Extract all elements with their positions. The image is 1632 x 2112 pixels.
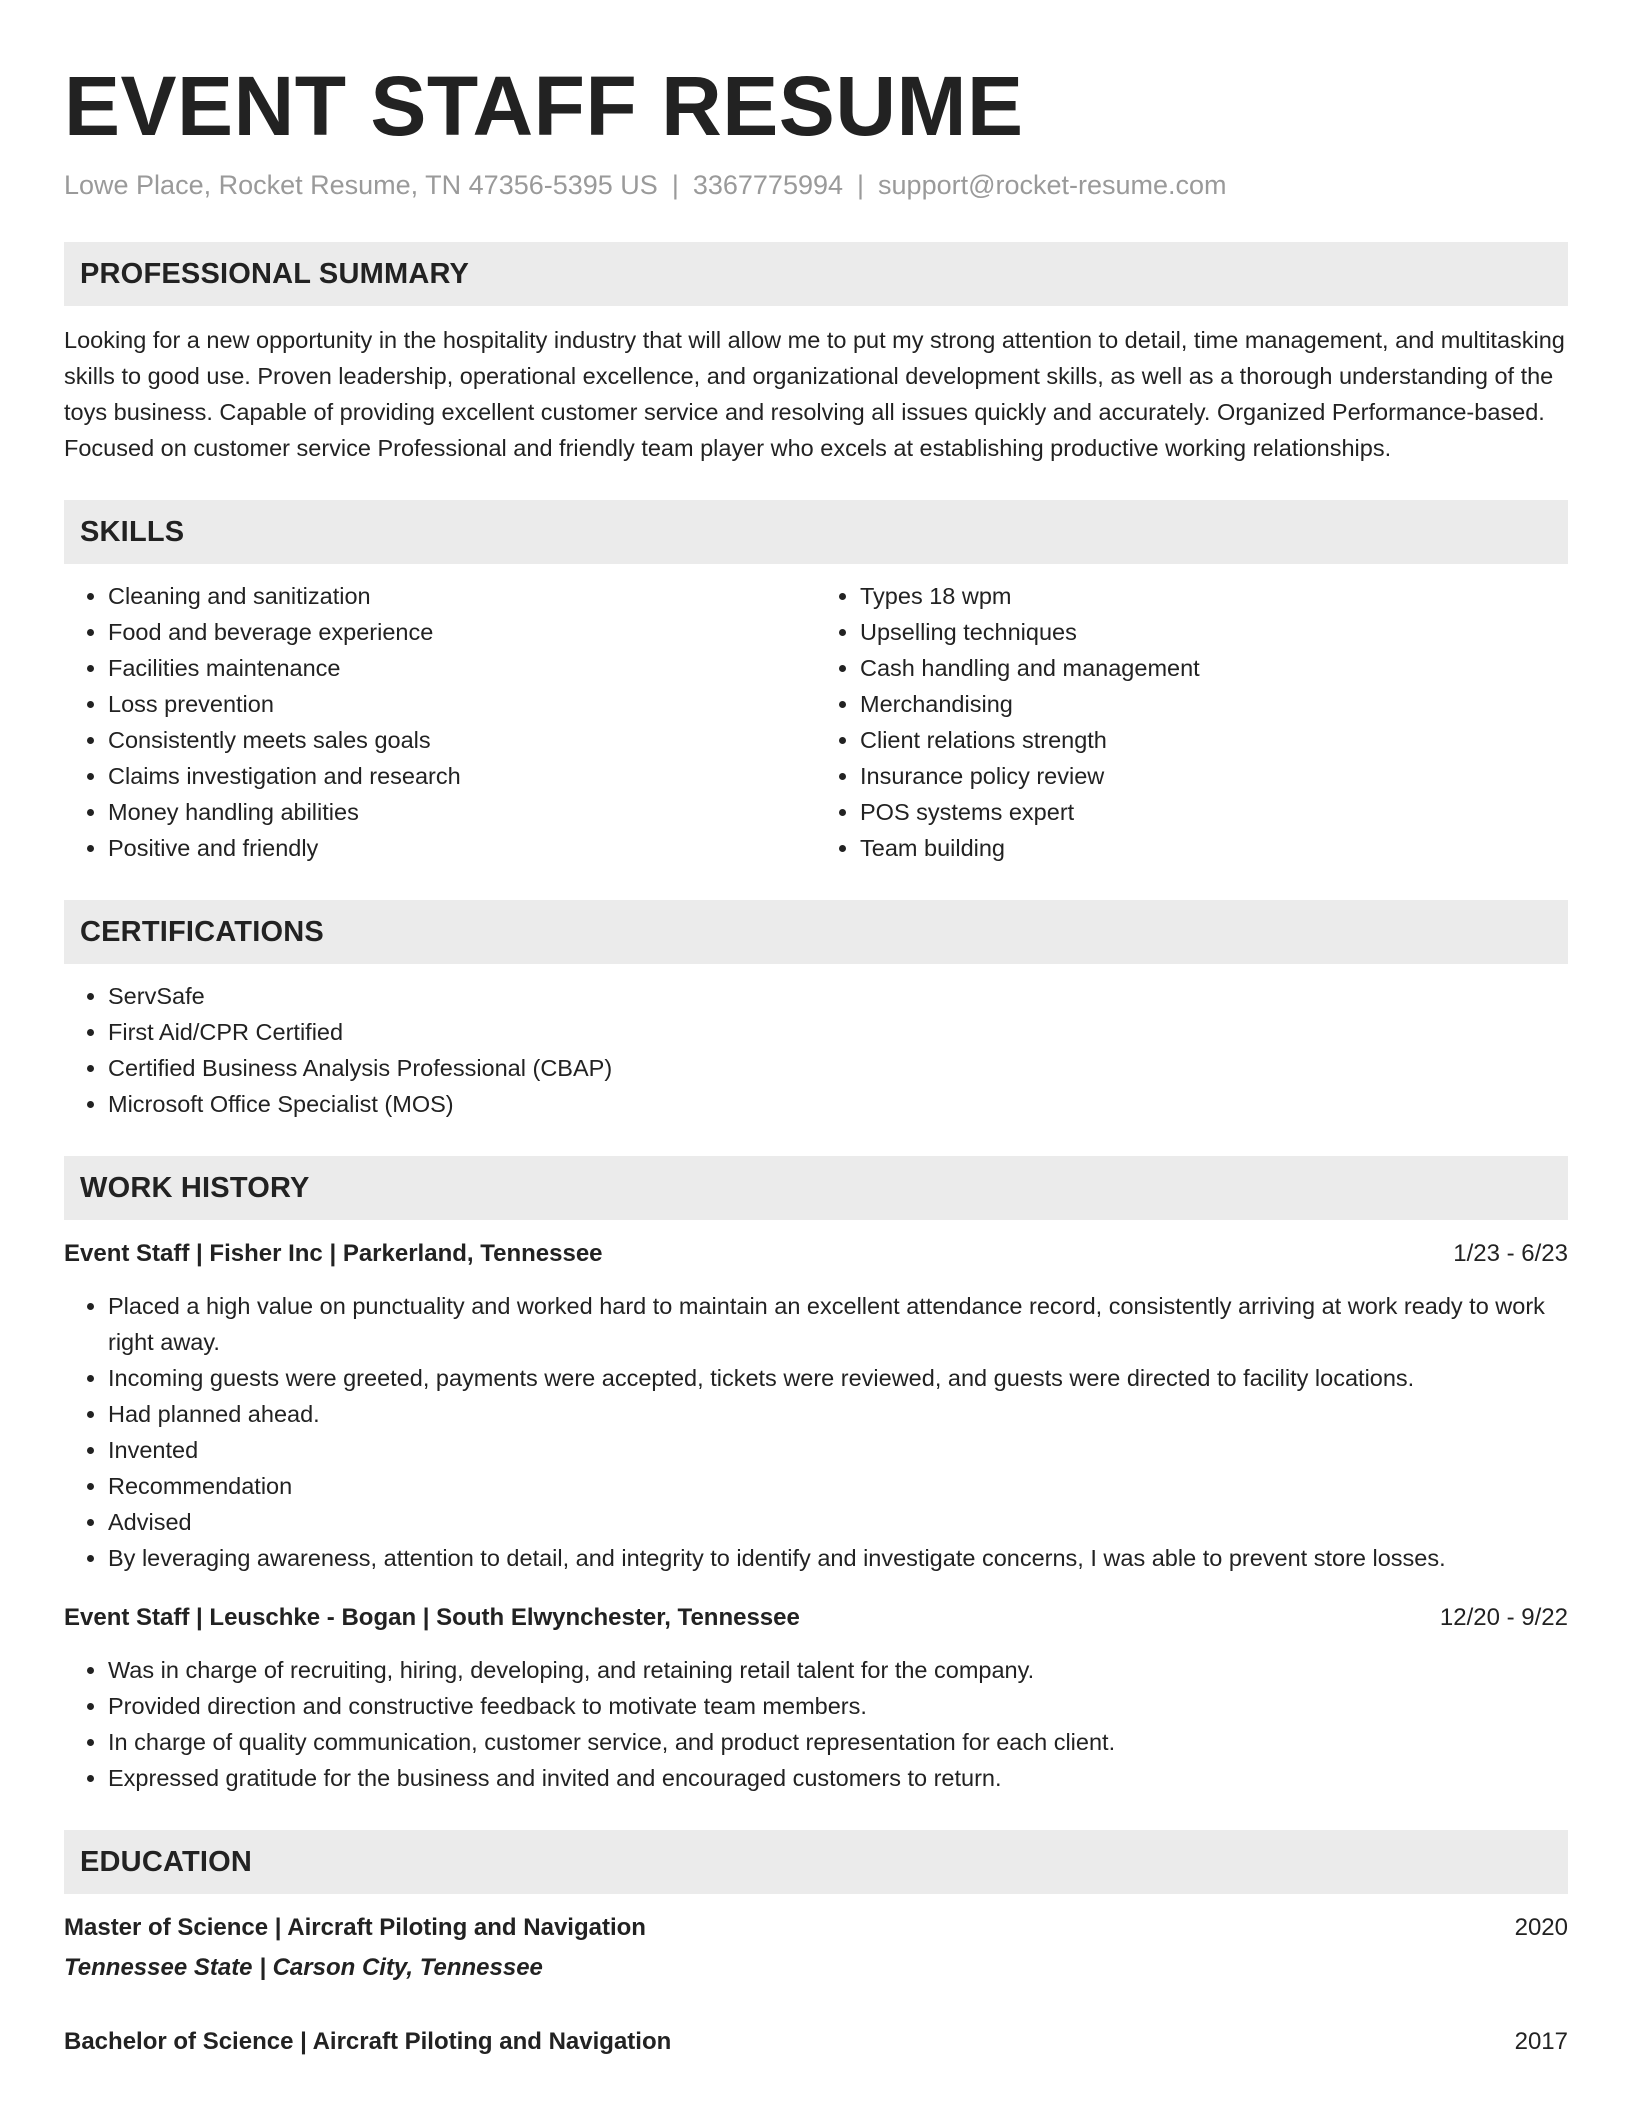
- skill-item: • Positive and friendly: [108, 830, 816, 866]
- contact-separator: |: [671, 170, 679, 200]
- job-bullet: • Had planned ahead.: [108, 1396, 1568, 1432]
- work-heading: WORK HISTORY: [64, 1156, 1568, 1220]
- certifications-section: [64, 900, 1568, 1122]
- job-bullet: • Incoming guests were greeted, payments were accepted, tickets were reviewed, and guests were directed to facility locations.: [108, 1360, 1568, 1396]
- skill-item: • Claims investigation and research: [108, 758, 816, 794]
- skill-item: • Insurance policy review: [860, 758, 1568, 794]
- skill-item: • Team building: [860, 830, 1568, 866]
- summary-section: [64, 242, 1568, 466]
- summary-heading: PROFESSIONAL SUMMARY: [64, 242, 1568, 306]
- education-entry-header: [64, 1910, 1568, 1946]
- skill-item: • Loss prevention: [108, 686, 816, 722]
- contact-email: support@rocket-resume.com: [878, 170, 1227, 200]
- contact-phone: 3367775994: [692, 170, 844, 200]
- education-heading: EDUCATION: [64, 1830, 1568, 1894]
- job-bullet: • By leveraging awareness, attention to detail, and integrity to identify and investigate concerns, I was able to prevent store losses.: [108, 1540, 1568, 1576]
- education-year: 2017: [1514, 2028, 1568, 2055]
- contact-address: Lowe Place, Rocket Resume, TN 47356-5395 US: [64, 170, 658, 200]
- certification-item: • Microsoft Office Specialist (MOS): [108, 1086, 1568, 1122]
- job-header: [64, 1600, 1568, 1636]
- skills-list-right: [816, 578, 1568, 866]
- work-section: [64, 1156, 1568, 1796]
- skill-item: • Consistently meets sales goals: [108, 722, 816, 758]
- education-school: Tennessee State | Carson City, Tennessee: [64, 1954, 543, 1981]
- job-bullets: [64, 1652, 1568, 1796]
- skill-item: • Cleaning and sanitization: [108, 578, 816, 614]
- certifications-heading: CERTIFICATIONS: [64, 900, 1568, 964]
- job-bullet: • Provided direction and constructive feedback to motivate team members.: [108, 1688, 1568, 1724]
- summary-text: Looking for a new opportunity in the hospitality industry that will allow me to put my strong attention to detail, time management, and multitasking skills to good use. Proven leadership, operational excellence, and organizational development skills, as well as a thorough understanding of the toys business. Capable of providing excellent customer service and resolving all issues quickly and accurately. Organized Performance-based. Focused on customer service Professional and friendly team player who excels at establishing productive working relationships.: [64, 327, 1565, 461]
- skills-section: [64, 500, 1568, 866]
- job-title: Event Staff | Leuschke - Bogan | South Elwynchester, Tennessee: [64, 1604, 800, 1631]
- job-bullet: • Recommendation: [108, 1468, 1568, 1504]
- contact-separator: |: [857, 170, 865, 200]
- job-bullet: • Invented: [108, 1432, 1568, 1468]
- job-bullet: • Advised: [108, 1504, 1568, 1540]
- skills-list-left: [64, 578, 816, 866]
- job-bullet: • Placed a high value on punctuality and worked hard to maintain an excellent attendance record, consistently arriving at work ready to work right away.: [108, 1288, 1568, 1360]
- job-title: Event Staff | Fisher Inc | Parkerland, Tennessee: [64, 1240, 603, 1267]
- skill-item: • Money handling abilities: [108, 794, 816, 830]
- education-year: 2020: [1514, 1914, 1568, 1941]
- resume-title: EVENT STAFF RESUME: [64, 59, 1024, 153]
- education-degree: Master of Science | Aircraft Piloting and Navigation: [64, 1914, 646, 1941]
- education-degree: Bachelor of Science | Aircraft Piloting and Navigation: [64, 2028, 672, 2055]
- skills-grid: [64, 578, 1568, 866]
- certification-item: • First Aid/CPR Certified: [108, 1014, 1568, 1050]
- certification-item: • ServSafe: [108, 978, 1568, 1014]
- job-dates: 1/23 - 6/23: [1453, 1240, 1568, 1267]
- job-bullets: [64, 1288, 1568, 1576]
- education-entry-header: [64, 2024, 1568, 2060]
- certification-item: • Certified Business Analysis Professional (CBAP): [108, 1050, 1568, 1086]
- skill-item: • Cash handling and management: [860, 650, 1568, 686]
- skill-item: • Types 18 wpm: [860, 578, 1568, 614]
- skill-item: • Facilities maintenance: [108, 650, 816, 686]
- skill-item: • Merchandising: [860, 686, 1568, 722]
- skill-item: • Upselling techniques: [860, 614, 1568, 650]
- skills-heading: SKILLS: [64, 500, 1568, 564]
- job-bullet: • Expressed gratitude for the business and invited and encouraged customers to return.: [108, 1760, 1568, 1796]
- skill-item: • Client relations strength: [860, 722, 1568, 758]
- job-dates: 12/20 - 9/22: [1439, 1604, 1568, 1631]
- skill-item: • Food and beverage experience: [108, 614, 816, 650]
- certifications-list: [64, 978, 1568, 1122]
- contact-line: [64, 168, 1568, 202]
- education-section: [64, 1830, 1568, 2060]
- job-bullet: • In charge of quality communication, customer service, and product representation for each client.: [108, 1724, 1568, 1760]
- job-bullet: • Was in charge of recruiting, hiring, developing, and retaining retail talent for the company.: [108, 1652, 1568, 1688]
- job-header: [64, 1236, 1568, 1272]
- skill-item: • POS systems expert: [860, 794, 1568, 830]
